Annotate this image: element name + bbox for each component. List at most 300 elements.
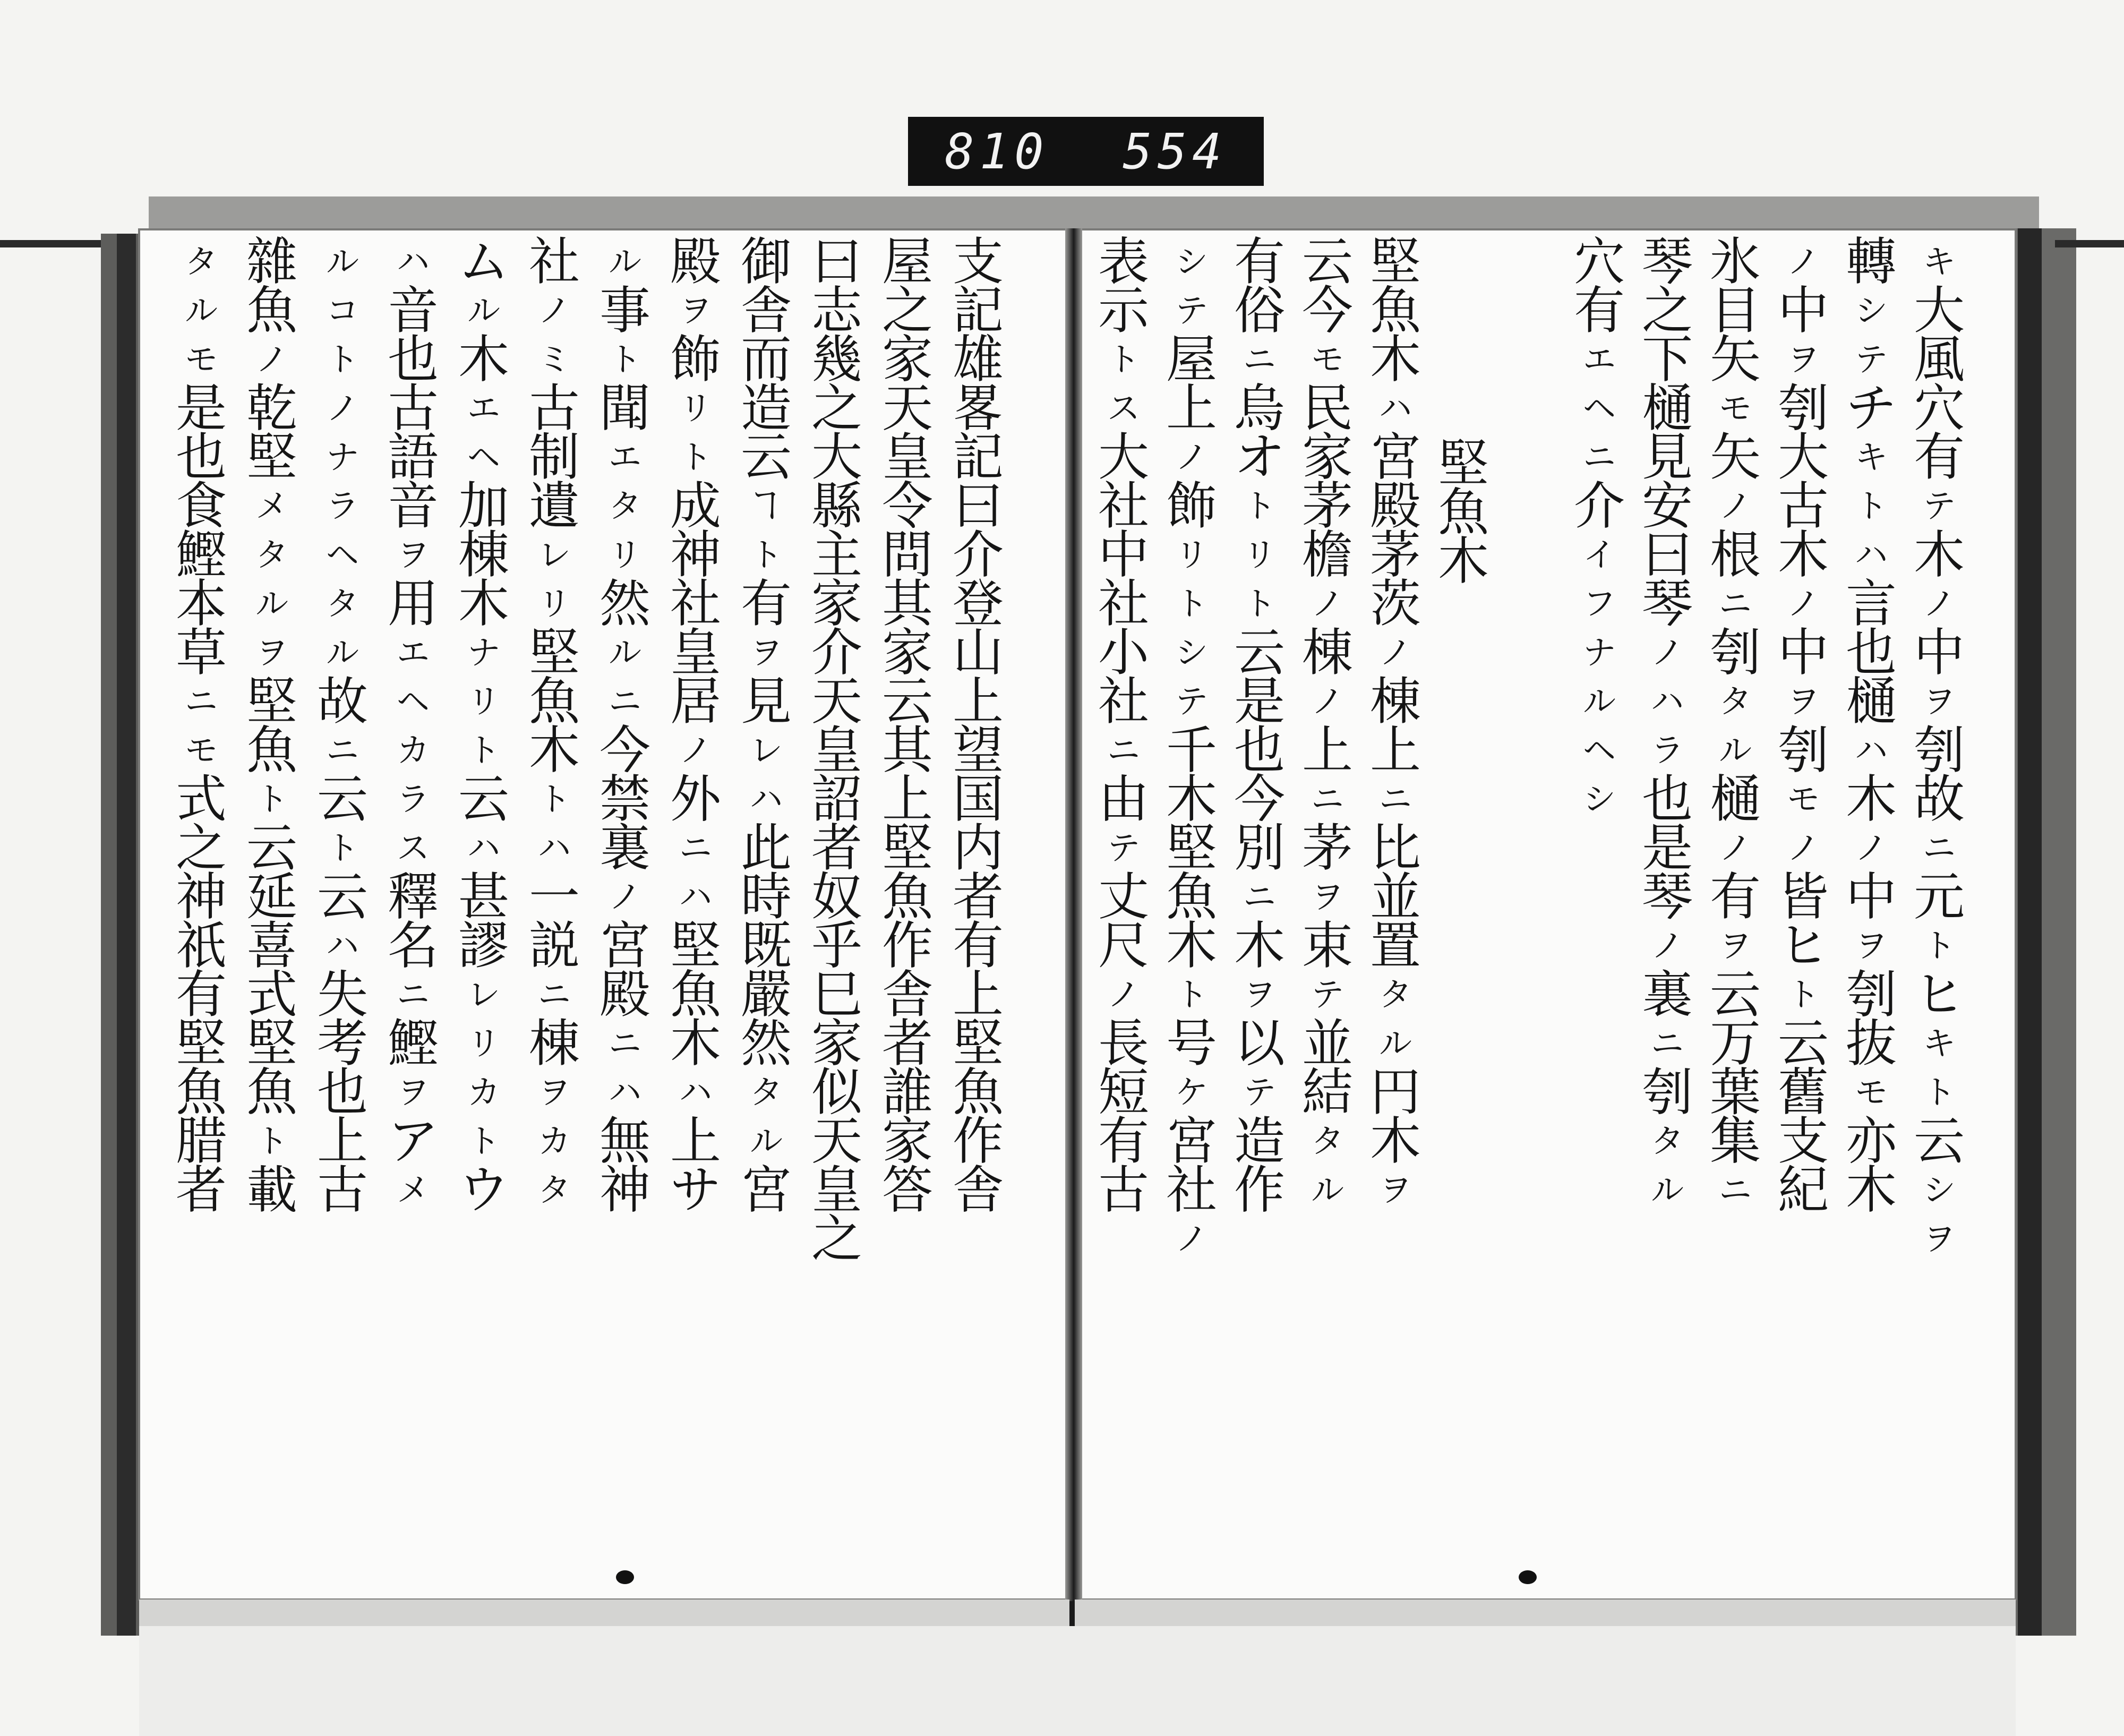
column-glyph: 目 (1710, 281, 1761, 340)
page-ink-mark-right (1519, 1570, 1537, 1584)
column-glyph: ニ (608, 682, 641, 721)
column-glyph: 問 (882, 525, 933, 585)
column-glyph: ヘ (326, 535, 359, 574)
column-glyph: ト (1107, 340, 1140, 379)
column-glyph: ル (326, 633, 359, 672)
column-glyph: 支 (953, 232, 1004, 292)
column-glyph: 音 (388, 281, 439, 340)
column-glyph: 琴 (1642, 574, 1693, 634)
column-glyph: 堅 (176, 1014, 227, 1073)
column-glyph: 堅 (1438, 434, 1489, 493)
column-glyph: 堅 (882, 818, 933, 878)
column-glyph: 皇 (811, 1160, 862, 1220)
column-glyph: 云 (1778, 1014, 1829, 1073)
column-glyph: 堅 (953, 1014, 1004, 1073)
column-glyph: 云 (741, 427, 792, 487)
column-glyph: 之 (882, 281, 933, 340)
column-glyph: 琴 (1642, 867, 1693, 927)
column-glyph: 望 (953, 721, 1004, 780)
column-glyph: タ (1650, 1122, 1684, 1160)
column-glyph: 風 (1914, 330, 1965, 389)
column-glyph: 事 (599, 281, 650, 340)
column-glyph: 木 (1438, 532, 1489, 591)
column-glyph: ト (1922, 1073, 1956, 1111)
column-glyph: 居 (670, 672, 721, 731)
column-glyph: レ (467, 975, 500, 1014)
column-glyph: 有 (953, 916, 1004, 976)
column-glyph: ニ (326, 731, 359, 769)
column-glyph: 本 (176, 574, 227, 634)
column-glyph: 矢 (1710, 330, 1761, 389)
column-glyph: ノ (1718, 828, 1752, 867)
column-glyph: 並 (1370, 867, 1421, 927)
column-glyph: 魚 (246, 281, 297, 340)
column-glyph: 者 (882, 1014, 933, 1073)
column-glyph: 上 (1166, 379, 1217, 438)
column-glyph: リ (467, 1024, 500, 1063)
column-glyph: 屋 (1166, 330, 1217, 389)
column-glyph: 畧 (953, 379, 1004, 438)
column-glyph: 語 (388, 427, 439, 487)
column-glyph: ヲ (1718, 926, 1752, 965)
column-glyph: レ (537, 535, 571, 574)
column-glyph: 山 (953, 623, 1004, 682)
column-glyph: ニ (1582, 438, 1616, 476)
column-glyph: タ (537, 1170, 571, 1209)
column-glyph: 社 (1166, 1160, 1217, 1220)
column-glyph: 有 (1574, 281, 1625, 340)
column-glyph: 見 (741, 672, 792, 731)
column-glyph: 堅 (1166, 818, 1217, 878)
column-glyph: 有 (741, 574, 792, 634)
column-glyph: ハ (608, 1073, 641, 1111)
column-glyph: 刳 (1778, 379, 1829, 438)
column-glyph: テ (1922, 486, 1956, 525)
column-glyph: 云 (1914, 1111, 1965, 1171)
column-glyph: シ (1922, 1170, 1956, 1209)
column-glyph: 社 (529, 232, 580, 292)
column-glyph: 矢 (1710, 427, 1761, 487)
text-column (878, 233, 937, 1268)
column-glyph: 古 (529, 379, 580, 438)
column-glyph: 茨 (1370, 574, 1421, 634)
column-glyph: 円 (1370, 1063, 1421, 1122)
column-glyph: リ (1175, 535, 1208, 574)
column-glyph: 令 (882, 476, 933, 536)
column-glyph: 刳 (1846, 965, 1897, 1024)
text-column (1366, 233, 1425, 1268)
column-glyph: 也 (1642, 769, 1693, 829)
column-glyph: 加 (458, 476, 509, 536)
column-glyph: ハ (326, 926, 359, 965)
column-glyph: シ (1175, 633, 1208, 672)
column-glyph: 上 (882, 769, 933, 829)
column-glyph: ト (255, 780, 288, 818)
column-glyph: ヲ (749, 633, 783, 672)
column-glyph: 巳 (811, 965, 862, 1024)
column-glyph: タ (749, 1073, 783, 1111)
text-column (1706, 233, 1765, 1268)
column-glyph: 答 (882, 1160, 933, 1220)
column-glyph: 然 (599, 574, 650, 634)
column-glyph: 木 (1846, 1160, 1897, 1220)
column-glyph: ヲ (1922, 682, 1956, 721)
column-glyph: ノ (608, 877, 641, 916)
column-glyph: 神 (670, 525, 721, 585)
column-glyph: ハ (537, 828, 571, 867)
column-glyph: リ (1243, 535, 1276, 574)
column-glyph: 也 (388, 330, 439, 389)
column-glyph: 記 (953, 427, 1004, 487)
column-glyph: 社 (670, 574, 721, 634)
column-glyph: 刳 (1914, 721, 1965, 780)
column-glyph: ス (1107, 389, 1140, 427)
column-glyph: ル (255, 584, 288, 623)
column-glyph: ハ (749, 780, 783, 818)
column-glyph: ナ (467, 633, 500, 672)
column-glyph: 古 (1098, 1160, 1149, 1220)
column-glyph: 木 (1234, 916, 1285, 976)
column-glyph: 神 (599, 1160, 650, 1220)
column-glyph: 説 (529, 916, 580, 976)
column-glyph: ノ (1311, 584, 1344, 623)
column-glyph: 中 (1778, 623, 1829, 682)
column-glyph: ヲ (1786, 682, 1820, 721)
column-glyph: 元 (1914, 867, 1965, 927)
column-glyph: 介 (811, 623, 862, 682)
column-glyph: ハ (1378, 389, 1412, 427)
text-column (525, 233, 584, 1268)
column-glyph: 延 (246, 867, 297, 927)
column-glyph: 失 (317, 965, 368, 1024)
column-glyph: 家 (811, 1014, 862, 1073)
column-glyph: 棟 (529, 1014, 580, 1073)
column-glyph: 魚 (670, 965, 721, 1024)
column-glyph: 記 (953, 281, 1004, 340)
column-glyph: 腊 (176, 1111, 227, 1171)
catalog-number-left: 810 (945, 123, 1049, 180)
column-glyph: 也 (1234, 721, 1285, 780)
column-glyph: ル (1378, 1024, 1412, 1063)
column-glyph: 家 (882, 1111, 933, 1171)
column-glyph: ヲ (255, 633, 288, 672)
column-glyph: ノ (537, 291, 571, 330)
column-glyph: 飾 (1166, 476, 1217, 536)
column-glyph: 刳 (1642, 1063, 1693, 1122)
column-glyph: 国 (953, 769, 1004, 829)
column-glyph: 大 (1914, 281, 1965, 340)
column-glyph: 故 (317, 672, 368, 731)
column-glyph: 聞 (599, 379, 650, 438)
column-glyph: 安 (1642, 476, 1693, 536)
column-glyph: ル (749, 1122, 783, 1160)
column-glyph: テ (1175, 291, 1208, 330)
column-glyph: 中 (1914, 623, 1965, 682)
column-glyph: 登 (953, 574, 1004, 634)
column-glyph: 祇 (176, 916, 227, 976)
column-glyph: 内 (953, 818, 1004, 878)
column-glyph: 上 (317, 1111, 368, 1171)
column-glyph: 其 (882, 574, 933, 634)
column-glyph: 家 (811, 574, 862, 634)
column-glyph: ニ (537, 975, 571, 1014)
column-glyph: 木 (670, 1014, 721, 1073)
column-glyph: 曰 (1642, 525, 1693, 585)
page-ink-mark-left (616, 1570, 634, 1584)
column-glyph: ヲ (396, 535, 430, 574)
column-glyph: ハ (1854, 535, 1888, 574)
column-glyph: モ (1786, 780, 1820, 818)
column-glyph: ル (467, 291, 500, 330)
column-glyph: 穴 (1574, 232, 1625, 292)
column-glyph: 刳 (1778, 721, 1829, 780)
column-glyph: 然 (741, 1014, 792, 1073)
column-glyph: 葉 (1710, 1063, 1761, 1122)
column-glyph: 載 (246, 1160, 297, 1220)
column-glyph: エ (1582, 340, 1616, 379)
column-glyph: 云 (317, 867, 368, 927)
column-glyph: ト (1175, 584, 1208, 623)
column-glyph: リ (608, 535, 641, 574)
column-glyph: ト (1243, 486, 1276, 525)
column-glyph: ト (326, 340, 359, 379)
column-glyph: 刳 (1710, 623, 1761, 682)
column-glyph: 魚 (529, 672, 580, 731)
column-glyph: ミ (537, 340, 571, 379)
column-glyph: 家 (882, 330, 933, 389)
column-glyph: 殿 (670, 232, 721, 292)
column-glyph: 云 (1302, 232, 1353, 292)
column-glyph: 考 (317, 1014, 368, 1073)
column-glyph: ヘ (1582, 731, 1616, 769)
column-glyph: 鰹 (176, 525, 227, 585)
column-glyph: 木 (1914, 525, 1965, 585)
column-glyph: 万 (1710, 1014, 1761, 1073)
column-glyph: 有 (1234, 232, 1285, 292)
column-glyph: テ (1107, 828, 1140, 867)
column-glyph: 天 (811, 1111, 862, 1171)
column-glyph: 木 (458, 574, 509, 634)
column-glyph: テ (1243, 1073, 1276, 1111)
column-glyph: 作 (882, 916, 933, 976)
column-glyph: 無 (599, 1111, 650, 1171)
column-glyph: 甚 (458, 867, 509, 927)
column-glyph: 棟 (1370, 672, 1421, 731)
column-glyph: 名 (388, 916, 439, 976)
column-glyph: 此 (741, 818, 792, 878)
column-glyph: 縣 (811, 476, 862, 536)
column-glyph: 由 (1098, 769, 1149, 829)
column-glyph: 雜 (246, 232, 297, 292)
column-glyph: リ (467, 682, 500, 721)
column-glyph: 喜 (246, 916, 297, 976)
column-glyph: タ (1378, 975, 1412, 1014)
column-glyph: ヲ (1786, 340, 1820, 379)
column-glyph: ノ (1311, 682, 1344, 721)
column-glyph: モ (1718, 389, 1752, 427)
column-glyph: ニ (608, 1024, 641, 1063)
column-glyph: 木 (1846, 769, 1897, 829)
column-glyph: ノ (1922, 584, 1956, 623)
column-glyph: 殿 (1370, 476, 1421, 536)
column-glyph: タ (1718, 682, 1752, 721)
column-glyph: 堅 (246, 672, 297, 731)
column-glyph: 支 (1778, 1111, 1829, 1171)
column-glyph: 而 (741, 330, 792, 389)
column-glyph: 堅 (246, 1014, 297, 1073)
column-glyph: 束 (1302, 916, 1353, 976)
column-glyph: 云 (317, 769, 368, 829)
column-glyph: モ (184, 731, 218, 769)
column-glyph: 今 (599, 721, 650, 780)
column-glyph: 者 (811, 818, 862, 878)
column-glyph: ル (1311, 1170, 1344, 1209)
column-glyph: 成 (670, 476, 721, 536)
column-glyph: 上 (953, 672, 1004, 731)
column-glyph: ノ (1378, 633, 1412, 672)
column-glyph: 殿 (599, 965, 650, 1024)
column-glyph: タ (184, 242, 218, 281)
column-glyph: ト (326, 828, 359, 867)
catalog-number-right: 554 (1123, 123, 1227, 180)
column-glyph: サ (670, 1160, 721, 1220)
column-glyph: フ (1582, 584, 1616, 623)
column-glyph: 既 (741, 916, 792, 976)
text-column (313, 233, 372, 1268)
column-glyph: キ (1854, 438, 1888, 476)
column-glyph: 一 (529, 867, 580, 927)
column-glyph: ト (749, 535, 783, 574)
column-glyph: 幾 (811, 330, 862, 389)
column-glyph: 作 (1234, 1160, 1285, 1220)
column-glyph: 茅 (1370, 525, 1421, 585)
column-glyph: 以 (1234, 1014, 1285, 1073)
column-glyph: 紀 (1778, 1160, 1829, 1220)
column-glyph: 作 (953, 1111, 1004, 1171)
column-glyph: 誰 (882, 1063, 933, 1122)
column-glyph: ハ (1854, 731, 1888, 769)
column-glyph: 大 (811, 427, 862, 487)
column-glyph: 長 (1098, 1014, 1149, 1073)
column-glyph: ノ (326, 389, 359, 427)
column-glyph: テ (1311, 975, 1344, 1014)
column-glyph: 舎 (953, 1160, 1004, 1220)
column-glyph: ニ (679, 828, 712, 867)
column-glyph: ノ (1854, 828, 1888, 867)
column-glyph: 中 (1778, 281, 1829, 340)
column-glyph: レ (749, 731, 783, 769)
column-glyph: 云 (1710, 965, 1761, 1024)
column-glyph: ラ (1650, 731, 1684, 769)
column-glyph: 舎 (741, 281, 792, 340)
column-glyph: 似 (811, 1063, 862, 1122)
column-glyph: 古 (388, 379, 439, 438)
text-column (1570, 233, 1629, 1268)
column-glyph: ノ (1718, 486, 1752, 525)
column-glyph: ハ (467, 828, 500, 867)
text-column (1638, 233, 1697, 1268)
column-glyph: ヲ (537, 1073, 571, 1111)
column-glyph: ハ (1650, 682, 1684, 721)
column-glyph: 之 (811, 379, 862, 438)
column-glyph: ヲ (1854, 926, 1888, 965)
column-glyph: 也 (176, 427, 227, 487)
column-glyph: 表 (1098, 232, 1149, 292)
column-glyph: 謬 (458, 916, 509, 976)
column-glyph: 舎 (882, 965, 933, 1024)
column-glyph: ノ (255, 340, 288, 379)
column-glyph: 魚 (246, 721, 297, 780)
column-glyph: 堅 (529, 623, 580, 682)
column-glyph: ニ (1718, 1170, 1752, 1209)
column-glyph: ニ (1378, 780, 1412, 818)
column-glyph: 今 (1302, 281, 1353, 340)
column-glyph: 千 (1166, 721, 1217, 780)
column-glyph: ノ (1650, 926, 1684, 965)
text-column (1298, 233, 1357, 1268)
column-glyph: 舊 (1778, 1063, 1829, 1122)
column-glyph: 主 (811, 525, 862, 585)
column-glyph: ニ (396, 975, 430, 1014)
column-glyph: ル (608, 633, 641, 672)
column-glyph: 飾 (670, 330, 721, 389)
column-glyph: ル (1718, 731, 1752, 769)
column-glyph: エ (467, 389, 500, 427)
column-glyph: ス (396, 828, 430, 867)
text-column (384, 233, 442, 1268)
column-glyph: 音 (388, 476, 439, 536)
column-glyph: 也 (1846, 623, 1897, 682)
column-glyph: 也 (317, 1063, 368, 1122)
column-glyph: 木 (1166, 916, 1217, 976)
column-glyph: 魚 (246, 1063, 297, 1122)
column-glyph: 木 (1370, 330, 1421, 389)
column-glyph: 是 (1642, 818, 1693, 878)
column-glyph: 遺 (529, 476, 580, 536)
column-glyph: ナ (1582, 633, 1616, 672)
column-glyph: 社 (1098, 672, 1149, 731)
column-glyph: ヲ (1243, 975, 1276, 1014)
column-glyph: ヒ (1778, 916, 1829, 976)
column-glyph: ニ (1243, 877, 1276, 916)
column-glyph: カ (537, 1122, 571, 1160)
column-glyph: 上 (1302, 721, 1353, 780)
column-glyph: ウ (458, 1160, 509, 1220)
column-glyph: 堅 (1370, 232, 1421, 292)
column-glyph: 木 (1370, 1111, 1421, 1171)
column-glyph: 丈 (1098, 867, 1149, 927)
text-column (243, 233, 301, 1268)
column-glyph: ヘ (396, 682, 430, 721)
column-glyph: 結 (1302, 1063, 1353, 1122)
column-glyph: 乾 (246, 379, 297, 438)
column-glyph: 云 (882, 672, 933, 731)
text-column (1910, 233, 1968, 1268)
text-column (1162, 233, 1221, 1268)
column-glyph: エ (608, 438, 641, 476)
column-glyph: ト (467, 731, 500, 769)
column-glyph: 抜 (1846, 1014, 1897, 1073)
column-glyph: ラ (326, 486, 359, 525)
column-glyph: 雄 (953, 330, 1004, 389)
column-glyph: 時 (741, 867, 792, 927)
column-glyph: ハ (396, 242, 430, 281)
column-glyph: 木 (458, 330, 509, 389)
column-glyph: ル (326, 242, 359, 281)
column-glyph: 堅 (246, 427, 297, 487)
column-glyph: 御 (741, 232, 792, 292)
column-glyph: 神 (176, 867, 227, 927)
